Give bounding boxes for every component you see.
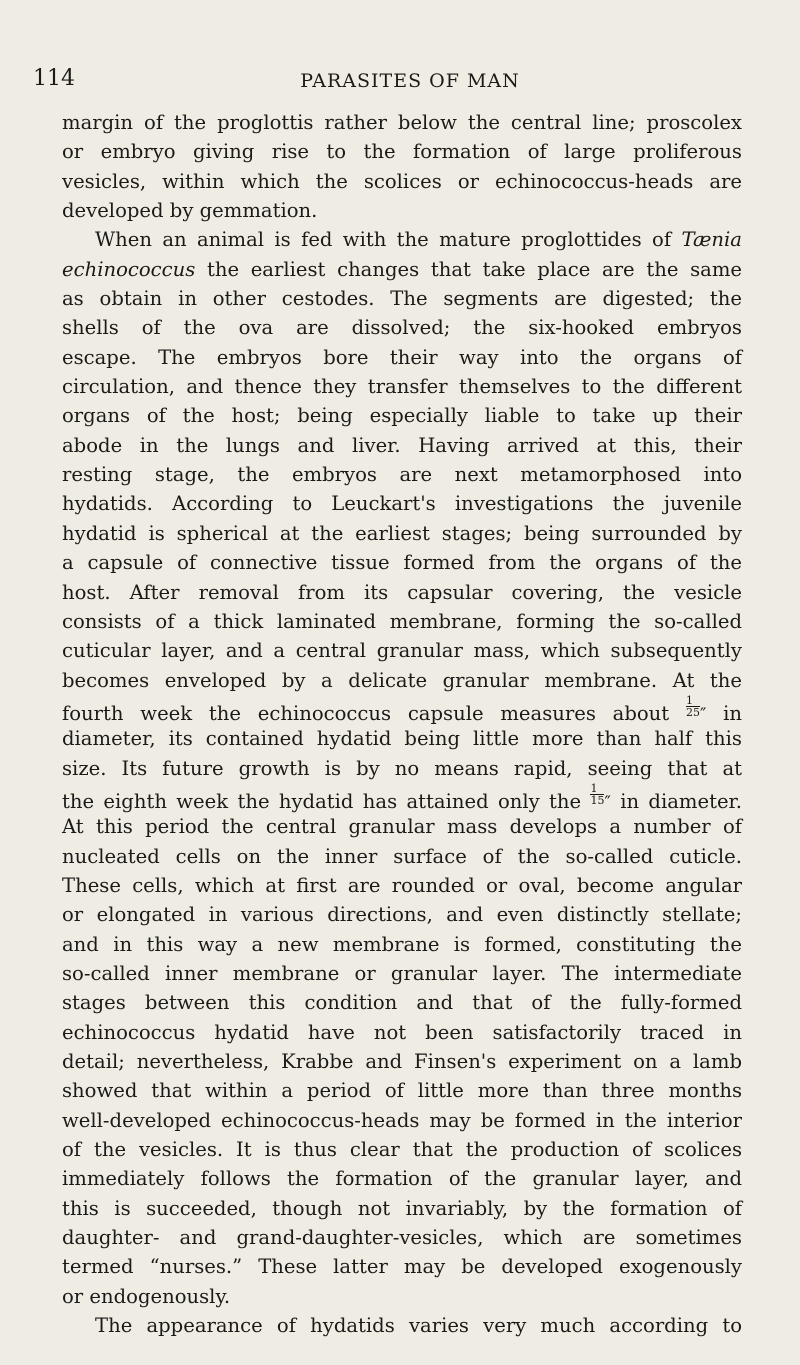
text-line: of the vesicles. It is thus clear that the production of scolices — [62, 1138, 742, 1162]
text-line: a capsule of connective tissue formed from the organs of the — [62, 551, 742, 575]
text-line: nucleated cells on the inner surface of the so-called cuticle. — [62, 844, 742, 868]
line-text: When an animal is fed with the mature proglottides of — [95, 228, 672, 252]
text-line: organs of the host; being especially liable to take up their — [62, 404, 742, 428]
text-line: The appearance of hydatids varies very much according to — [95, 1314, 742, 1338]
text-line: host. After removal from its capsular covering, the vesicle — [62, 580, 742, 604]
text-line: hydatids. According to Leuckart's investigations the juvenile — [62, 492, 742, 516]
text-line: abode in the lungs and liver. Having arrived at this, their — [62, 433, 742, 457]
line-text: the earliest changes that take place are the same — [206, 257, 743, 281]
text-line: so-called inner membrane or granular layer. The intermediate — [62, 961, 742, 985]
text-line: cuticular layer, and a central granular mass, which subsequently — [62, 639, 742, 663]
text-line — [62, 783, 742, 812]
text-line: consists of a thick laminated membrane, forming the so-called — [62, 609, 742, 633]
text-line: stages between this condition and that of the fully-formed — [62, 991, 742, 1015]
text-line: daughter- and grand-daughter-vesicles, which are sometimes — [62, 1226, 742, 1250]
text-line: becomes enveloped by a delicate granular membrane. At the — [62, 668, 742, 692]
text-line: vesicles, within which the scolices or echinococcus-heads are — [62, 169, 742, 193]
text-line: or endogenously. — [62, 1284, 231, 1308]
genus-name: Tænia — [681, 228, 742, 252]
body-text — [62, 108, 742, 1340]
text-line: diameter, its contained hydatid being little more than half this — [62, 727, 742, 751]
text-line: this is succeeded, though not invariably, by the formation of — [62, 1196, 742, 1220]
text-line: well-developed echinococcus-heads may be formed in the interior — [62, 1108, 742, 1132]
text-line: These cells, which at first are rounded or oval, become angular — [62, 873, 742, 897]
fraction — [686, 695, 700, 718]
text-line: or elongated in various directions, and even distinctly stellate; — [62, 903, 742, 927]
text-line: hydatid is spherical at the earliest stages; being surrounded by — [62, 521, 742, 545]
page-number: 114 — [33, 66, 75, 91]
text-line: size. Its future growth is by no means rapid, seeing that at — [62, 756, 742, 780]
text-line: At this period the central granular mass develops a number of — [62, 815, 742, 839]
text-line: resting stage, the embryos are next metamorphosed into — [62, 463, 742, 487]
line-text: fourth week the echinococcus capsule measures about — [62, 701, 670, 725]
text-line: circulation, and thence they transfer themselves to the different — [62, 375, 742, 399]
text-line — [62, 695, 742, 724]
inch-mark: ″ — [604, 792, 611, 813]
species-name: echinococcus — [62, 257, 196, 281]
line-text: in — [723, 701, 742, 725]
text-line — [62, 255, 742, 284]
line-text: in diameter. — [620, 789, 742, 813]
text-line: escape. The embryos bore their way into the organs of — [62, 345, 742, 369]
text-line: as obtain in other cestodes. The segments are digested; the — [62, 287, 742, 311]
text-line: detail; nevertheless, Krabbe and Finsen's experiment on a lamb — [62, 1050, 742, 1073]
text-line: echinococcus hydatid have not been satisfactorily traced in — [62, 1020, 742, 1044]
line-text: the eighth week the hydatid has attained only the — [62, 789, 582, 813]
text-line: developed by gemmation. — [62, 199, 318, 223]
running-head: PARASITES OF MAN — [300, 70, 520, 92]
text-line: or embryo giving rise to the formation of large proliferous — [62, 140, 742, 164]
inch-mark: ″ — [699, 704, 707, 725]
text-line: and in this way a new membrane is formed, constituting the — [62, 932, 742, 956]
fraction-numerator: 1 — [590, 783, 604, 795]
text-line: termed “nurses.” These latter may be developed exogenously — [62, 1255, 742, 1279]
text-line: immediately follows the formation of the granular layer, and — [62, 1167, 742, 1191]
fraction-denominator: 25 — [685, 705, 700, 719]
fraction — [590, 783, 604, 806]
text-line: showed that within a period of little more than three months — [62, 1079, 742, 1103]
fraction-numerator: 1 — [686, 695, 700, 707]
text-line: shells of the ova are dissolved; the six-hooked embryos — [62, 316, 742, 340]
fraction-denominator: 15 — [590, 793, 605, 807]
text-line — [62, 225, 742, 254]
text-line: margin of the proglottis rather below the central line; proscolex — [62, 111, 742, 134]
